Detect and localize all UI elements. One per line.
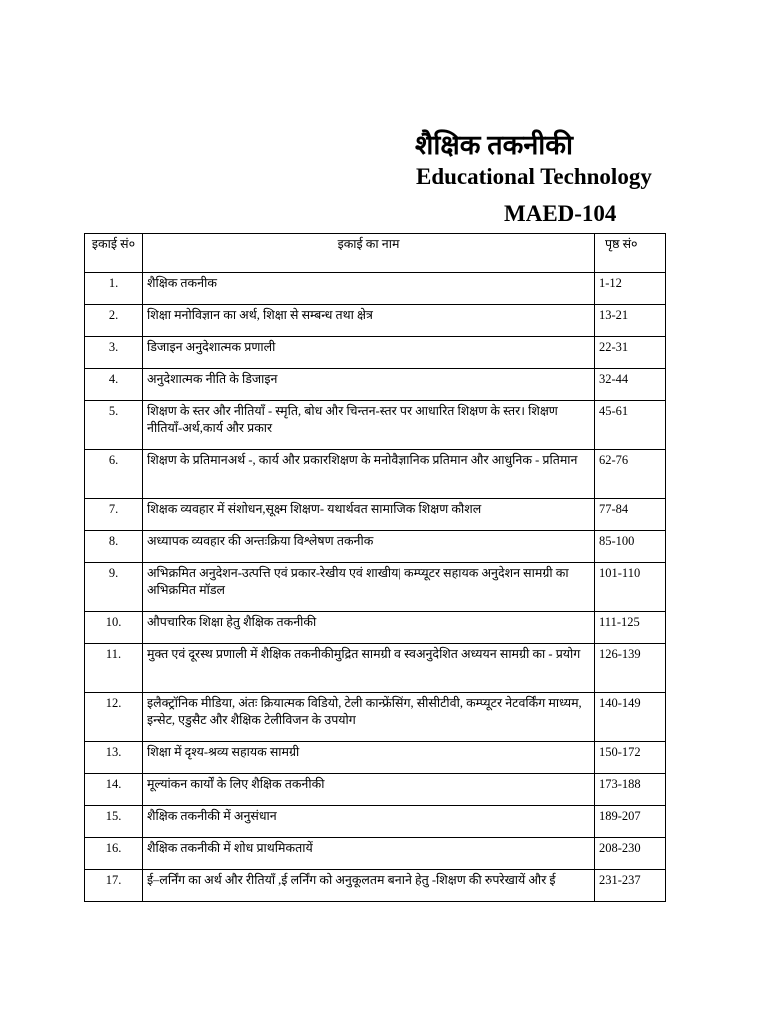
unit-number: 2.	[85, 305, 143, 337]
unit-name: ई–लर्निंग का अर्थ और रीतियाँ ,ई लर्निंग को अनुकूलतम बनाने हेतु -शिक्षण की रुपरेखायें और ई	[143, 870, 595, 902]
unit-number: 6.	[85, 450, 143, 499]
table-row	[85, 870, 666, 902]
unit-name: शिक्षा में दृश्य-श्रव्य सहायक सामग्री	[143, 742, 595, 774]
contents-table	[84, 233, 666, 902]
table-row	[85, 838, 666, 870]
table-row	[85, 531, 666, 563]
table-header-row	[85, 234, 666, 273]
table-row	[85, 774, 666, 806]
unit-name: शिक्षण के प्रतिमानअर्थ -, कार्य और प्रकारशिक्षण के मनोवैज्ञानिक प्रतिमान और आधुनिक - प्रतिमान	[143, 450, 595, 499]
unit-number: 3.	[85, 337, 143, 369]
page-title-hindi: शैक्षिक तकनीकी	[415, 130, 574, 160]
table-row	[85, 693, 666, 742]
page-range: 85-100	[595, 531, 666, 563]
unit-name: मूल्यांकन कार्यों के लिए शैक्षिक तकनीकी	[143, 774, 595, 806]
page-title-english: Educational Technology	[416, 164, 652, 189]
table-row	[85, 806, 666, 838]
unit-number: 1.	[85, 273, 143, 305]
unit-name: डिजाइन अनुदेशात्मक प्रणाली	[143, 337, 595, 369]
page-range: 111-125	[595, 612, 666, 644]
unit-number: 11.	[85, 644, 143, 693]
page-range: 126-139	[595, 644, 666, 693]
page-range: 173-188	[595, 774, 666, 806]
page-range: 150-172	[595, 742, 666, 774]
page-range: 140-149	[595, 693, 666, 742]
page-range: 62-76	[595, 450, 666, 499]
unit-name: औपचारिक शिक्षा हेतु शैक्षिक तकनीकी	[143, 612, 595, 644]
table-row	[85, 450, 666, 499]
course-code: MAED-104	[504, 201, 617, 226]
unit-name: अनुदेशात्मक नीति के डिजाइन	[143, 369, 595, 401]
unit-name: शिक्षा मनोविज्ञान का अर्थ, शिक्षा से सम्बन्ध तथा क्षेत्र	[143, 305, 595, 337]
unit-number: 4.	[85, 369, 143, 401]
table-row	[85, 644, 666, 693]
page-range: 208-230	[595, 838, 666, 870]
page-range: 13-21	[595, 305, 666, 337]
unit-number: 5.	[85, 401, 143, 450]
unit-name: इलैक्ट्रॉनिक मीडिया, अंतः क्रियात्मक विडियो, टेली कान्फ्रेंसिंग, सीसीटीवी, कम्प्यूटर नेटवर्किंग माध्यम, इन्सेट, एडुसैट और शैक्षिक टेलीविजन के उपयोग	[143, 693, 595, 742]
table-row	[85, 401, 666, 450]
unit-number: 10.	[85, 612, 143, 644]
unit-name: शिक्षण के स्तर और नीतियाँ - स्मृति, बोध और चिन्तन-स्तर पर आधारित शिक्षण के स्तर। शिक्षण नीतियाँ-अर्थ,कार्य और प्रकार	[143, 401, 595, 450]
page-range: 189-207	[595, 806, 666, 838]
page-range: 45-61	[595, 401, 666, 450]
unit-number: 7.	[85, 499, 143, 531]
unit-name: शिक्षक व्यवहार में संशोधन,सूक्ष्म शिक्षण- यथार्थवत सामाजिक शिक्षण कौशल	[143, 499, 595, 531]
table-row	[85, 612, 666, 644]
unit-number: 9.	[85, 563, 143, 612]
page-range: 1-12	[595, 273, 666, 305]
table-row	[85, 563, 666, 612]
unit-name: अभिक्रमित अनुदेशन-उत्पत्ति एवं प्रकार-रेखीय एवं शाखीय| कम्प्यूटर सहायक अनुदेशन सामग्री का अभिक्रमित मॉडल	[143, 563, 595, 612]
unit-name: अध्यापक व्यवहार की अन्तःक्रिया विश्लेषण तकनीक	[143, 531, 595, 563]
unit-name: मुक्त एवं दूरस्थ प्रणाली में शैक्षिक तकनीकीमुद्रित सामग्री व स्वअनुदेशित अध्ययन सामग्री का - प्रयोग	[143, 644, 595, 693]
unit-number: 17.	[85, 870, 143, 902]
page-range: 101-110	[595, 563, 666, 612]
unit-name: शैक्षिक तकनीकी में अनुसंधान	[143, 806, 595, 838]
page-range: 231-237	[595, 870, 666, 902]
table-row	[85, 742, 666, 774]
unit-number: 13.	[85, 742, 143, 774]
table-row	[85, 305, 666, 337]
table-row	[85, 273, 666, 305]
table-row	[85, 337, 666, 369]
unit-number: 12.	[85, 693, 143, 742]
table-row	[85, 369, 666, 401]
unit-number: 16.	[85, 838, 143, 870]
page-range: 32-44	[595, 369, 666, 401]
unit-name: शैक्षिक तकनीकी में शोध प्राथमिकतायें	[143, 838, 595, 870]
unit-name: शैक्षिक तकनीक	[143, 273, 595, 305]
unit-number: 8.	[85, 531, 143, 563]
header-unit-no: इकाई सं०	[85, 234, 143, 273]
unit-number: 14.	[85, 774, 143, 806]
page-range: 22-31	[595, 337, 666, 369]
table-row	[85, 499, 666, 531]
header-page-no: पृष्ठ सं०	[595, 234, 666, 273]
page-range: 77-84	[595, 499, 666, 531]
unit-number: 15.	[85, 806, 143, 838]
header-unit-name: इकाई का नाम	[143, 234, 595, 273]
